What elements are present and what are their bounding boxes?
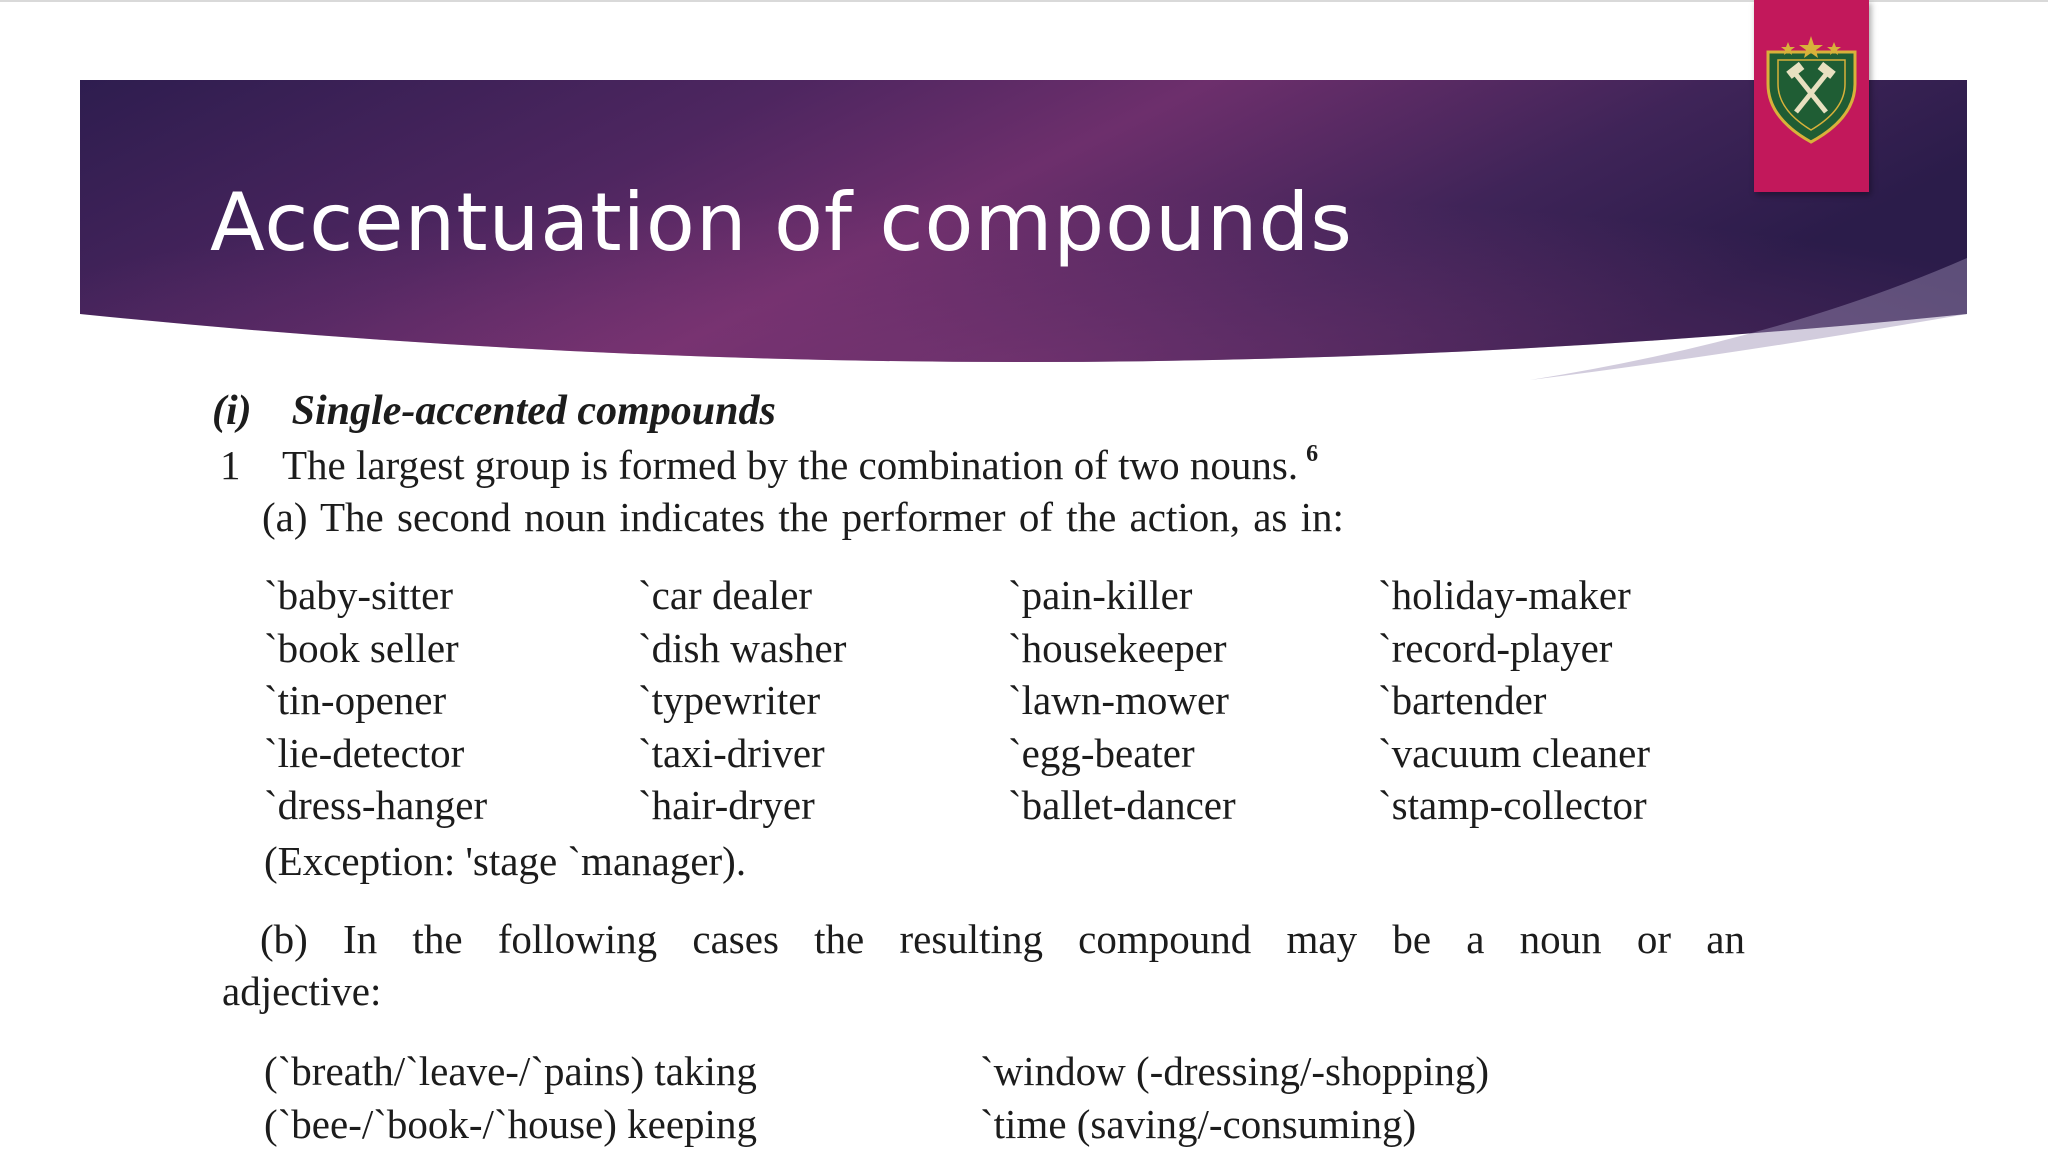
word-column-1 — [264, 569, 487, 832]
compound-word: `lie-detector — [264, 729, 465, 776]
compound-word: `ballet-dancer — [1008, 782, 1236, 828]
compound-word: `vacuum cleaner — [1378, 729, 1651, 776]
example-column-1 — [264, 1045, 757, 1150]
compound-word: `dress-hanger — [264, 782, 488, 828]
compound-word: `holiday-maker — [1378, 572, 1631, 618]
example-column-2 — [980, 1045, 1489, 1150]
word-column-2 — [638, 569, 846, 832]
point-1 — [220, 441, 1318, 489]
compound-word: `taxi-driver — [638, 729, 825, 776]
section-heading — [212, 387, 776, 435]
compound-word: `pain-killer — [1008, 572, 1193, 618]
compound-word: `housekeeper — [1008, 624, 1227, 671]
section-number: (i) — [212, 388, 252, 434]
footnote-mark: 6 — [1306, 441, 1319, 467]
compound-word: `bartender — [1378, 677, 1547, 723]
compound-word: `hair-dryer — [638, 782, 815, 828]
sub-point-b-continued: adjective: — [222, 968, 382, 1014]
example-phrase: `window (-dressing/-shopping) — [980, 1048, 1490, 1094]
section-title: Single-accented compounds — [291, 388, 776, 434]
example-phrase: `time (saving/-consuming) — [980, 1100, 1417, 1147]
compound-word: `typewriter — [638, 677, 821, 723]
compound-word: `book seller — [264, 624, 459, 671]
word-column-3 — [1008, 569, 1236, 832]
compound-word: `dish washer — [638, 624, 847, 671]
top-border — [0, 0, 2048, 2]
logo-tab — [1754, 0, 1869, 192]
scanned-text-page — [200, 385, 1760, 1152]
point-number: 1 — [220, 442, 241, 488]
compound-word: `egg-beater — [1008, 729, 1195, 776]
exception-note: (Exception: 'stage `manager). — [264, 838, 747, 884]
sub-point-b: (b) In the following cases the resulting compound may be a noun or an — [260, 916, 1745, 962]
compound-word: `car dealer — [638, 572, 813, 618]
compound-word: `stamp-collector — [1378, 782, 1647, 828]
word-column-4 — [1378, 569, 1650, 832]
compound-word: `tin-opener — [264, 677, 447, 723]
university-emblem-icon — [1754, 0, 1869, 192]
point-text: The largest group is formed by the combination of two nouns. — [282, 442, 1299, 488]
compound-word: `record-player — [1378, 624, 1613, 671]
sub-point-a: (a) The second noun indicates the performer of the action, as in: — [262, 494, 1344, 540]
example-phrase: (`breath/`leave-/`pains) taking — [264, 1048, 757, 1094]
compound-word: `lawn-mower — [1008, 677, 1229, 723]
slide-title: Accentuation of compounds — [210, 176, 1353, 269]
compound-word: `baby-sitter — [264, 572, 453, 618]
example-phrase: (`bee-/`book-/`house) keeping — [264, 1100, 757, 1147]
